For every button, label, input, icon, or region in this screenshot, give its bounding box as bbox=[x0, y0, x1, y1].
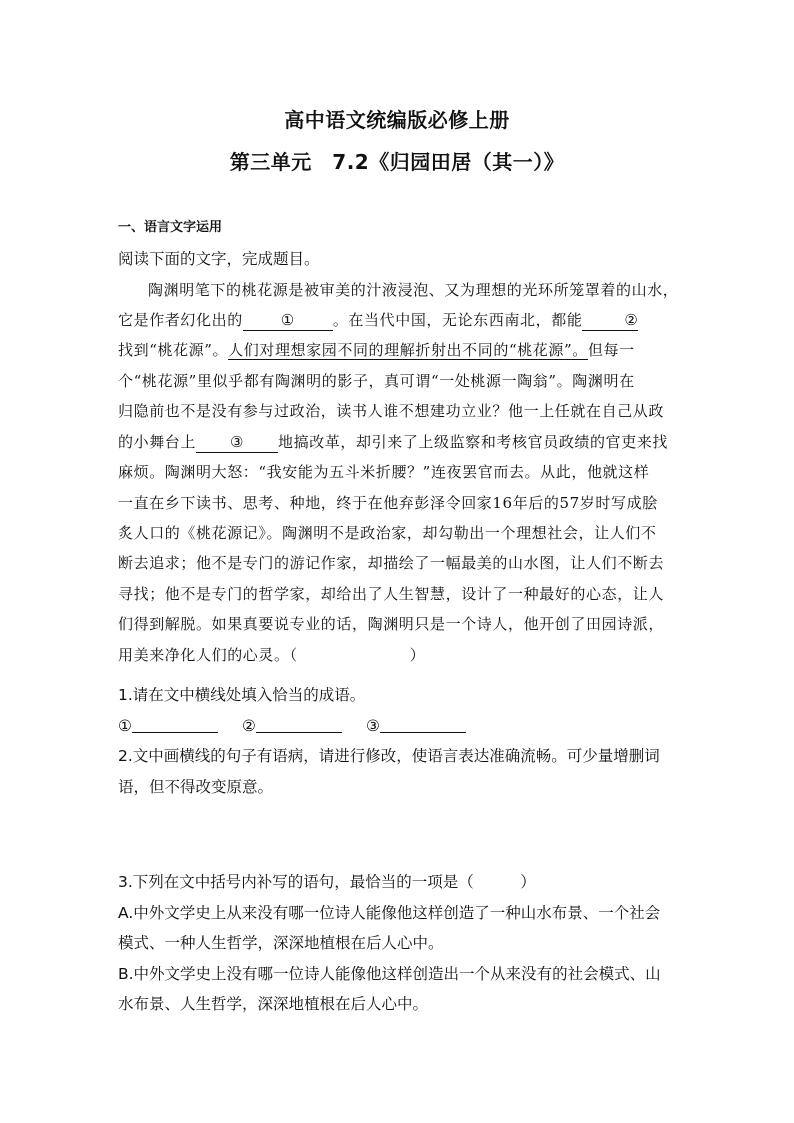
passage-line-2 bbox=[118, 308, 678, 332]
passage-text: 找到“桃花源”。 bbox=[118, 341, 229, 359]
passage-line-5: 归隐前也不是没有参与过政治，读书人谁不想建功立业？他一上任就在自己从政 bbox=[118, 402, 665, 420]
passage-line-10: 断去追求；他不是专门的游记作家，却描绘了一幅最美的山水图，让人们不断去 bbox=[118, 554, 665, 572]
option-3-label: ③ bbox=[366, 717, 380, 735]
passage-text: ） bbox=[409, 646, 426, 664]
passage-line-11: 寻找；他不是专门的哲学家，却给出了人生智慧，设计了一种最好的心态，让人 bbox=[118, 585, 665, 603]
blank-3[interactable]: ③ bbox=[196, 432, 278, 453]
option-a-line-1: A.中外文学史上从来没有哪一位诗人能像他这样创造了一种山水布景、一个社会 bbox=[118, 904, 661, 922]
passage-line-1: 陶渊明笔下的桃花源是被审美的汁液浸泡、又为理想的光环所笼罩着的山水， bbox=[148, 281, 679, 299]
passage-line-12: 们得到解脱。如果真要说专业的话，陶渊明只是一个诗人，他开创了田园诗派， bbox=[118, 615, 665, 633]
option-b-line-1: B.中外文学史上没有哪一位诗人能像他这样创造出一个从来没有的社会模式、山 bbox=[118, 965, 661, 983]
passage-text: 但每一 bbox=[587, 341, 635, 359]
question-2-line-2: 语，但不得改变原意。 bbox=[118, 778, 274, 796]
passage-line-9: 炙人口的《桃花源记》。陶渊明不是政治家，却勾勒出一个理想社会，让人们不 bbox=[118, 524, 657, 542]
passage-text: 用美来净化人们的心灵。（ bbox=[118, 646, 298, 664]
passage-text: 它是作者幻化出的 bbox=[118, 311, 243, 329]
underlined-sentence: 人们对理想家园不同的理解折射出不同的“桃花源”。 bbox=[228, 341, 588, 359]
document-subtitle: 第三单元 7.2《归园田居（其一）》 bbox=[229, 150, 565, 174]
passage-line-4: 个“桃花源”里似乎都有陶渊明的影子，真可谓“一处桃源一陶翁”。陶渊明在 bbox=[118, 372, 635, 390]
option-2-blank[interactable] bbox=[256, 716, 342, 733]
passage-line-7: 麻烦。陶渊明大怒：“我安能为五斗米折腰？”连夜罢官而去。从此，他就这样 bbox=[118, 463, 650, 481]
passage-line-8: 一直在乡下读书、思考、种地，终于在他弃彭泽令回家16年后的57岁时写成脍 bbox=[118, 494, 658, 512]
passage-line-3 bbox=[118, 338, 678, 362]
question-2-line-1: 2.文中画横线的句子有语病，请进行修改，使语言表达准确流畅。可少量增删词 bbox=[118, 747, 660, 765]
passage-line-13 bbox=[118, 643, 678, 667]
option-2-label: ② bbox=[242, 717, 256, 735]
blank-2[interactable]: ② bbox=[582, 310, 638, 331]
instruction-text: 阅读下面的文字，完成题目。 bbox=[118, 250, 320, 268]
option-3-blank[interactable] bbox=[380, 716, 466, 733]
option-a-line-2: 模式、一种人生哲学，深深地植根在后人心中。 bbox=[118, 934, 444, 952]
document-title: 高中语文统编版必修上册 bbox=[284, 108, 510, 132]
option-1-label: ① bbox=[118, 717, 132, 735]
question-1: 1.请在文中横线处填入恰当的成语。 bbox=[118, 686, 366, 704]
option-1-blank[interactable] bbox=[132, 716, 218, 733]
passage-text: 的小舞台上 bbox=[118, 433, 197, 451]
passage-text: 。在当代中国，无论东西南北，都能 bbox=[332, 311, 583, 329]
passage-line-6 bbox=[118, 430, 678, 454]
section-title: 一、语言文字运用 bbox=[118, 220, 223, 235]
option-b-line-2: 水布景、人生哲学，深深地植根在后人心中。 bbox=[118, 995, 429, 1013]
question-1-options bbox=[118, 714, 678, 738]
passage-text: 地搞改革，却引来了上级监察和考核官员政绩的官吏来找 bbox=[278, 433, 669, 451]
blank-1[interactable]: ① bbox=[243, 310, 333, 331]
question-3: 3.下列在文中括号内补写的语句，最恰当的一项是（ ） bbox=[118, 873, 536, 891]
